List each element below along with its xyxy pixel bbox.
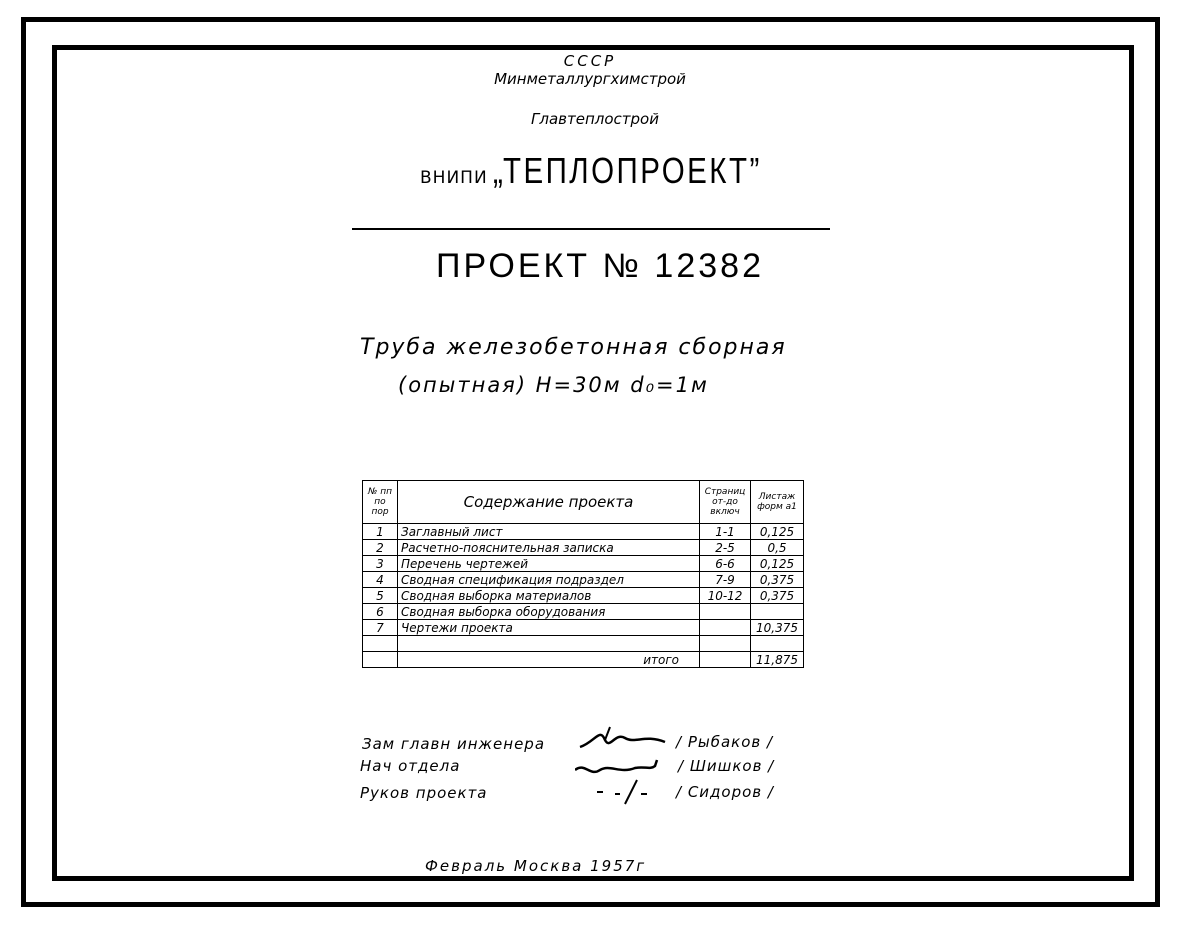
row-num: 5 bbox=[363, 588, 398, 604]
table-row bbox=[363, 524, 804, 540]
row-content: Заглавный лист bbox=[398, 524, 700, 540]
row-num bbox=[363, 636, 398, 652]
table-row bbox=[363, 556, 804, 572]
signature-name-shishkov: / Шишков / bbox=[678, 757, 775, 775]
row-pages bbox=[700, 604, 751, 620]
table-row bbox=[363, 636, 804, 652]
handwritten-signatures bbox=[575, 722, 685, 812]
row-num: 2 bbox=[363, 540, 398, 556]
row-pages: 6-6 bbox=[700, 556, 751, 572]
footer-date-place: Февраль Москва 1957г bbox=[425, 857, 647, 875]
row-pages: 7-9 bbox=[700, 572, 751, 588]
institute-heading bbox=[420, 150, 780, 192]
signature-name-sidorov: / Сидоров / bbox=[676, 783, 774, 801]
project-title-line2: (опытная) H=30м d₀=1м bbox=[398, 373, 709, 397]
row-sheets bbox=[751, 636, 804, 652]
row-pages: 2-5 bbox=[700, 540, 751, 556]
header-num: № пп по пор bbox=[363, 481, 398, 524]
table-row bbox=[363, 588, 804, 604]
row-sheets: 0,375 bbox=[751, 572, 804, 588]
header-content: Содержание проекта bbox=[398, 481, 700, 524]
total-value: 11,875 bbox=[751, 652, 804, 668]
row-content: Сводная спецификация подраздел bbox=[398, 572, 700, 588]
row-sheets bbox=[751, 604, 804, 620]
table-row bbox=[363, 540, 804, 556]
row-sheets: 0,125 bbox=[751, 524, 804, 540]
row-num: 6 bbox=[363, 604, 398, 620]
table-header-row bbox=[363, 481, 804, 524]
row-sheets: 0,375 bbox=[751, 588, 804, 604]
table-total-row bbox=[363, 652, 804, 668]
table-row bbox=[363, 572, 804, 588]
row-pages bbox=[700, 636, 751, 652]
table-row bbox=[363, 604, 804, 620]
contents-table bbox=[362, 480, 804, 668]
row-content: Расчетно-пояснительная записка bbox=[398, 540, 700, 556]
row-num: 7 bbox=[363, 620, 398, 636]
row-sheets: 0,125 bbox=[751, 556, 804, 572]
row-sheets: 0,5 bbox=[751, 540, 804, 556]
signature-role-project-lead: Руков проекта bbox=[360, 784, 488, 802]
heading-divider bbox=[352, 228, 830, 230]
row-pages: 10-12 bbox=[700, 588, 751, 604]
row-content: Сводная выборка материалов bbox=[398, 588, 700, 604]
board-label: Главтеплострой bbox=[531, 110, 659, 128]
row-num: 4 bbox=[363, 572, 398, 588]
project-number: ПРОЕКТ № 12382 bbox=[436, 247, 764, 285]
signature-role-dept-head: Нач отдела bbox=[360, 757, 461, 775]
institute-prefix: ВНИПИ bbox=[420, 168, 488, 188]
signature-role-chief-engineer: Зам главн инженера bbox=[362, 735, 546, 753]
project-title-line1: Труба железобетонная сборная bbox=[360, 335, 787, 360]
table-row bbox=[363, 620, 804, 636]
signature-name-rybakov: / Рыбаков / bbox=[676, 733, 774, 751]
total-label: итого bbox=[398, 652, 700, 668]
row-pages: 1-1 bbox=[700, 524, 751, 540]
row-content: Чертежи проекта bbox=[398, 620, 700, 636]
header-pages: Страниц от-до включ bbox=[700, 481, 751, 524]
ussr-label: СССР bbox=[563, 52, 617, 70]
row-content: Перечень чертежей bbox=[398, 556, 700, 572]
row-content bbox=[398, 636, 700, 652]
header-sheets: Листаж форм а1 bbox=[751, 481, 804, 524]
row-pages bbox=[700, 620, 751, 636]
row-sheets: 10,375 bbox=[751, 620, 804, 636]
row-num: 3 bbox=[363, 556, 398, 572]
institute-name: „ТЕПЛОПРОЕКТ” bbox=[492, 150, 762, 191]
row-num: 1 bbox=[363, 524, 398, 540]
row-content: Сводная выборка оборудования bbox=[398, 604, 700, 620]
ministry-label: Минметаллургхимстрой bbox=[494, 70, 686, 88]
